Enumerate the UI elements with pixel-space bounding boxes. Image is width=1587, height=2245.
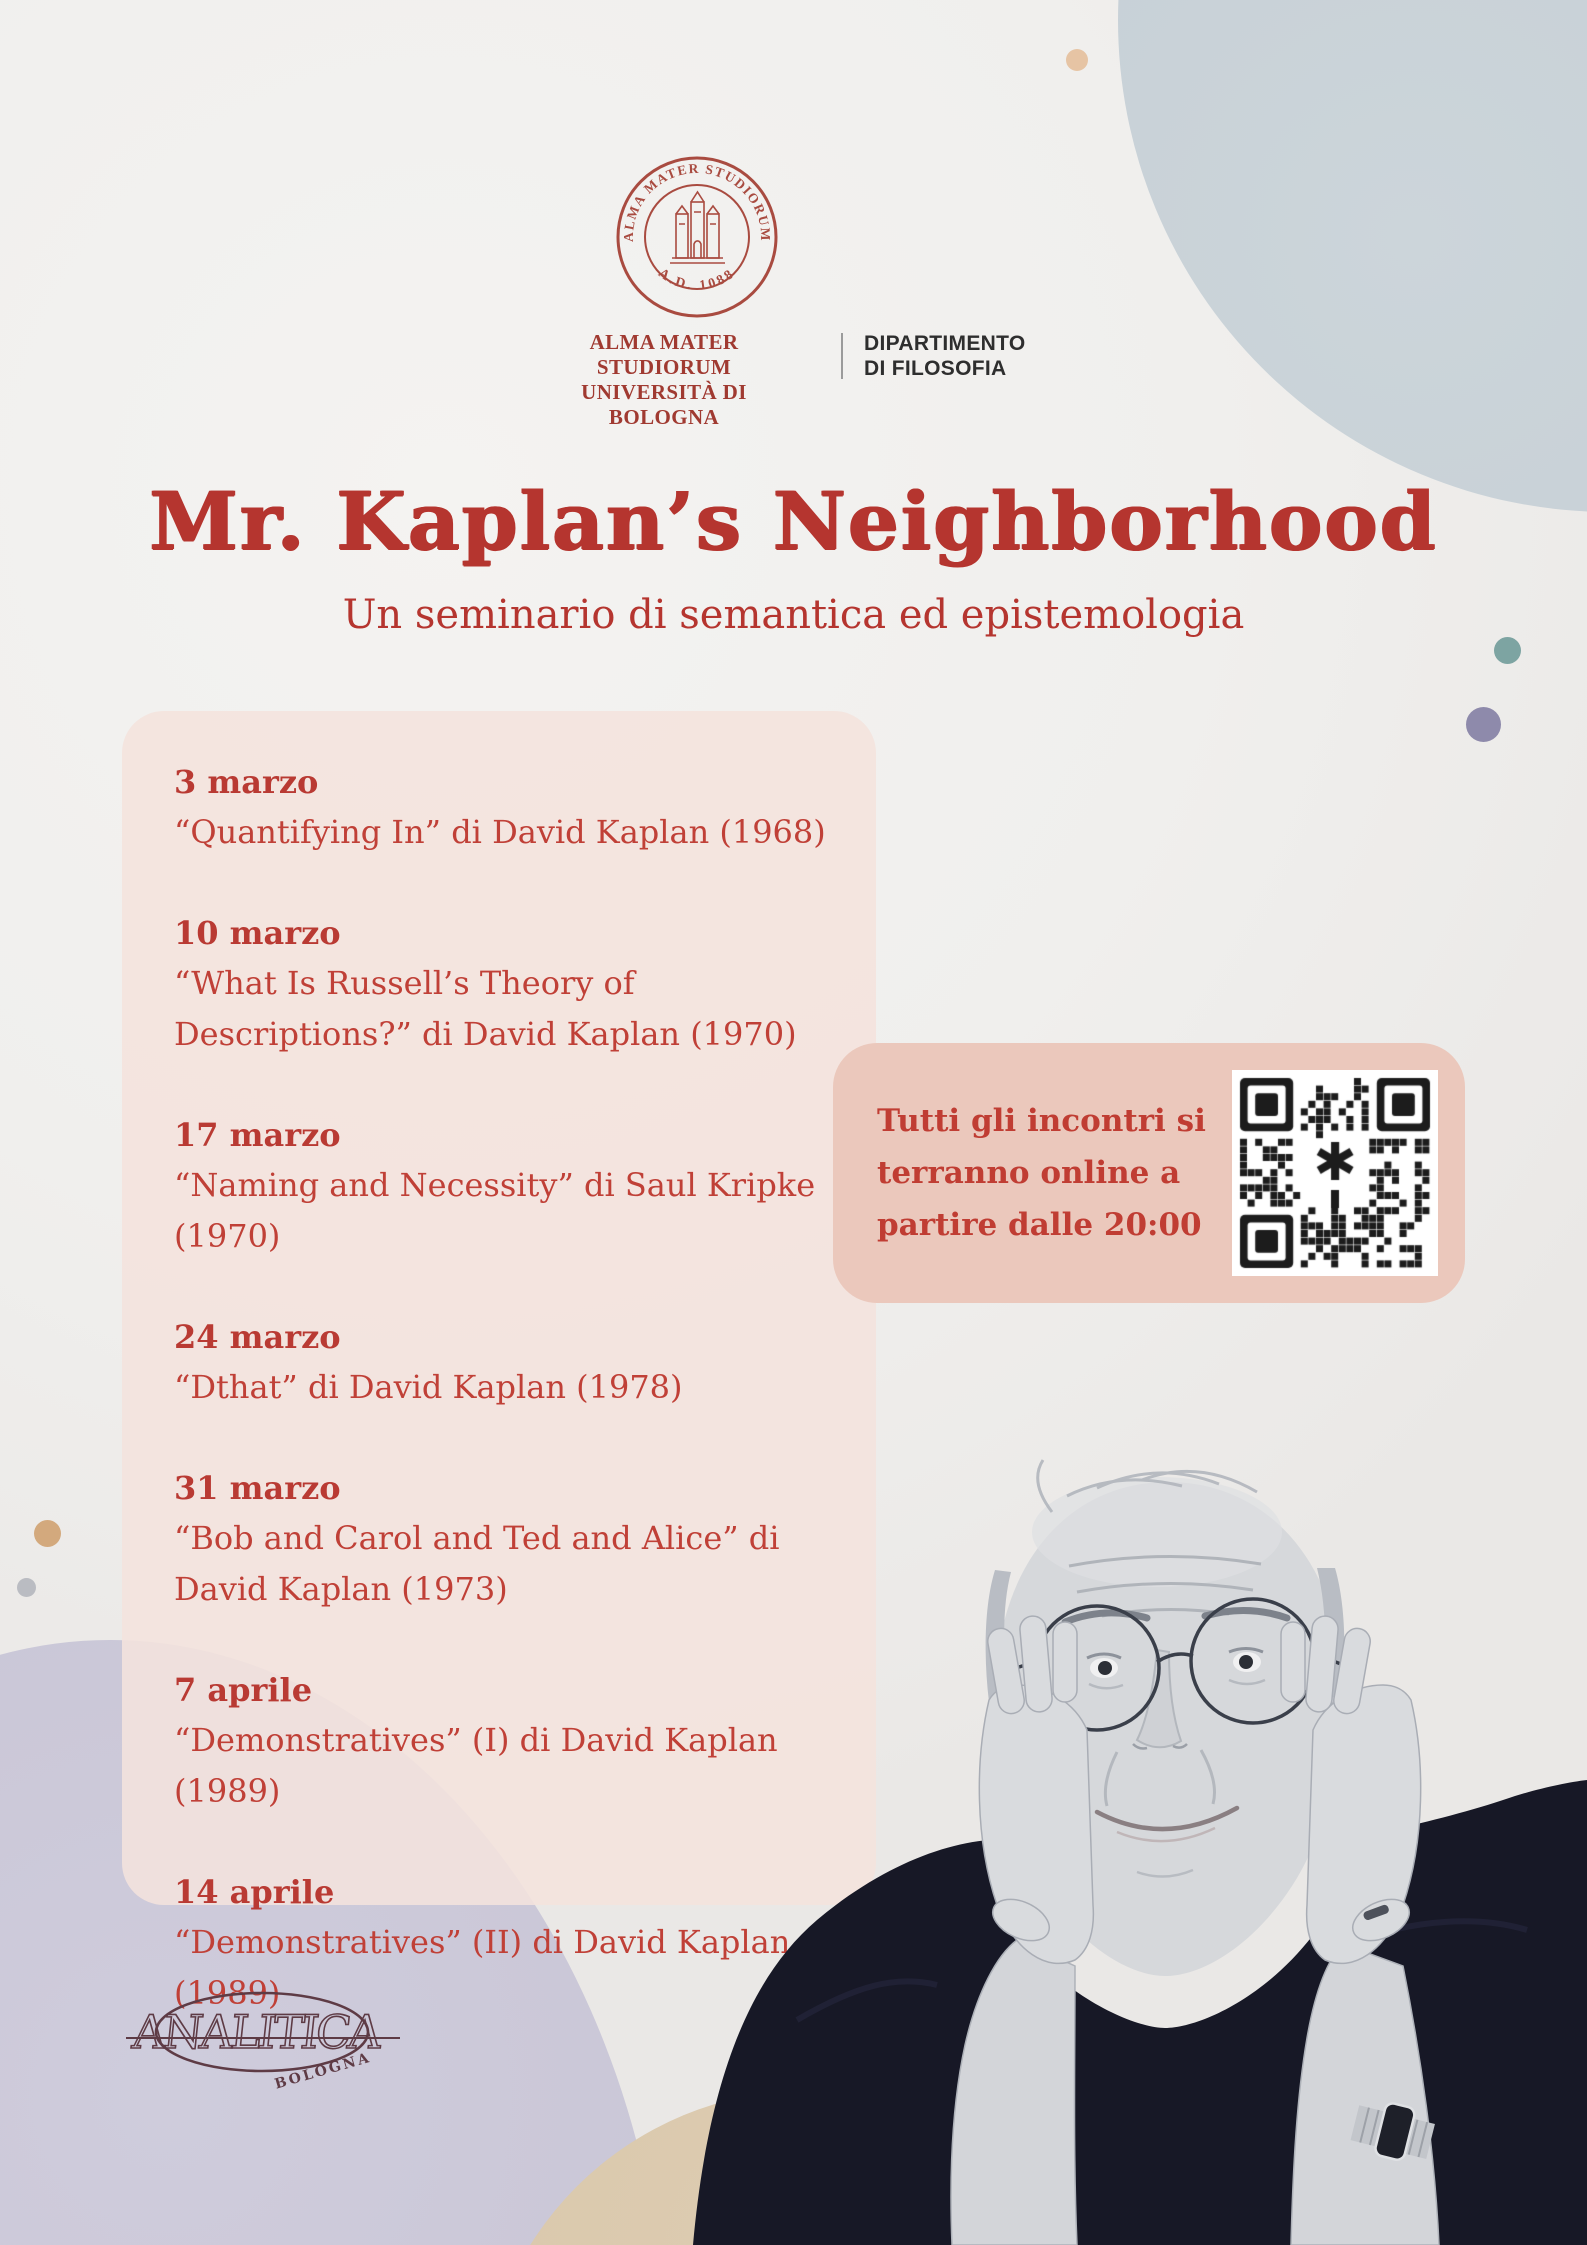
poster-subtitle: Un seminario di semantica ed epistemologia bbox=[342, 592, 1245, 638]
seal-year-text: A.D. 1088 bbox=[655, 265, 739, 294]
department-line2: DI FILOSOFIA bbox=[864, 357, 1007, 380]
schedule-item-title: “What Is Russell’s Theory of Descriptions?” di David Kaplan (1970) bbox=[174, 964, 797, 1053]
decor-dot-beige-top bbox=[1066, 49, 1088, 71]
analitica-bologna-logo bbox=[118, 1972, 408, 2097]
qr-code bbox=[1232, 1070, 1438, 1276]
analitica-city-label: BOLOGNA bbox=[272, 2049, 373, 2093]
schedule-item bbox=[174, 1312, 836, 1413]
department-wordmark bbox=[864, 331, 1104, 381]
schedule-item-date: 14 aprile bbox=[174, 1873, 335, 1911]
department-line1: DIPARTIMENTO bbox=[864, 332, 1026, 355]
online-note-text bbox=[877, 1095, 1237, 1251]
schedule-item-title: “Demonstratives” (II) di David Kaplan (1989) bbox=[174, 1923, 791, 2012]
header-divider bbox=[841, 333, 843, 379]
online-note-line: terranno online a bbox=[877, 1155, 1181, 1191]
schedule-item-date: 3 marzo bbox=[174, 763, 319, 801]
decor-dot-purple bbox=[1466, 707, 1501, 742]
decor-circle-top-right bbox=[1118, 0, 1587, 512]
schedule-item bbox=[174, 908, 836, 1060]
schedule-item-title: “Naming and Necessity” di Saul Kripke (1970) bbox=[174, 1166, 816, 1255]
online-note-line: partire dalle 20:00 bbox=[877, 1207, 1202, 1243]
university-name-line2: UNIVERSITÀ DI BOLOGNA bbox=[581, 380, 747, 429]
svg-text:A.D. 1088 bbox=[655, 266, 738, 294]
poster-title: Mr. Kaplan’s Neighborhood bbox=[149, 474, 1438, 568]
decor-dot-teal bbox=[1494, 637, 1521, 664]
university-wordmark bbox=[540, 330, 788, 430]
schedule-item-date: 17 marzo bbox=[174, 1116, 341, 1154]
seal-towers-icon bbox=[670, 192, 725, 263]
schedule-item-title: “Quantifying In” di David Kaplan (1968) bbox=[174, 813, 826, 851]
decor-dot-beige-left bbox=[34, 1520, 61, 1547]
schedule-item-date: 24 marzo bbox=[174, 1318, 341, 1356]
university-name-line1: ALMA MATER STUDIORUM bbox=[589, 330, 739, 379]
schedule-item bbox=[174, 757, 836, 858]
schedule-item-date: 31 marzo bbox=[174, 1469, 341, 1507]
online-note-box bbox=[833, 1043, 1465, 1303]
university-seal-icon bbox=[612, 152, 782, 322]
schedule-item-title: “Bob and Carol and Ted and Alice” di David Kaplan (1973) bbox=[174, 1519, 780, 1608]
seal-ring-text: ALMA MATER STUDIORUM bbox=[620, 160, 774, 243]
schedule-item-title: “Demonstratives” (I) di David Kaplan (1989) bbox=[174, 1721, 778, 1810]
schedule-item bbox=[174, 1110, 836, 1262]
schedule-item-date: 10 marzo bbox=[174, 914, 341, 952]
online-note-line: Tutti gli incontri si bbox=[877, 1103, 1206, 1139]
david-kaplan-photo bbox=[597, 1400, 1587, 2245]
schedule-item-date: 7 aprile bbox=[174, 1671, 313, 1709]
schedule-item-title: “Dthat” di David Kaplan (1978) bbox=[174, 1368, 683, 1406]
analitica-wordmark: ANALITICA bbox=[130, 2005, 382, 2059]
decor-dot-gray-left bbox=[17, 1578, 36, 1597]
